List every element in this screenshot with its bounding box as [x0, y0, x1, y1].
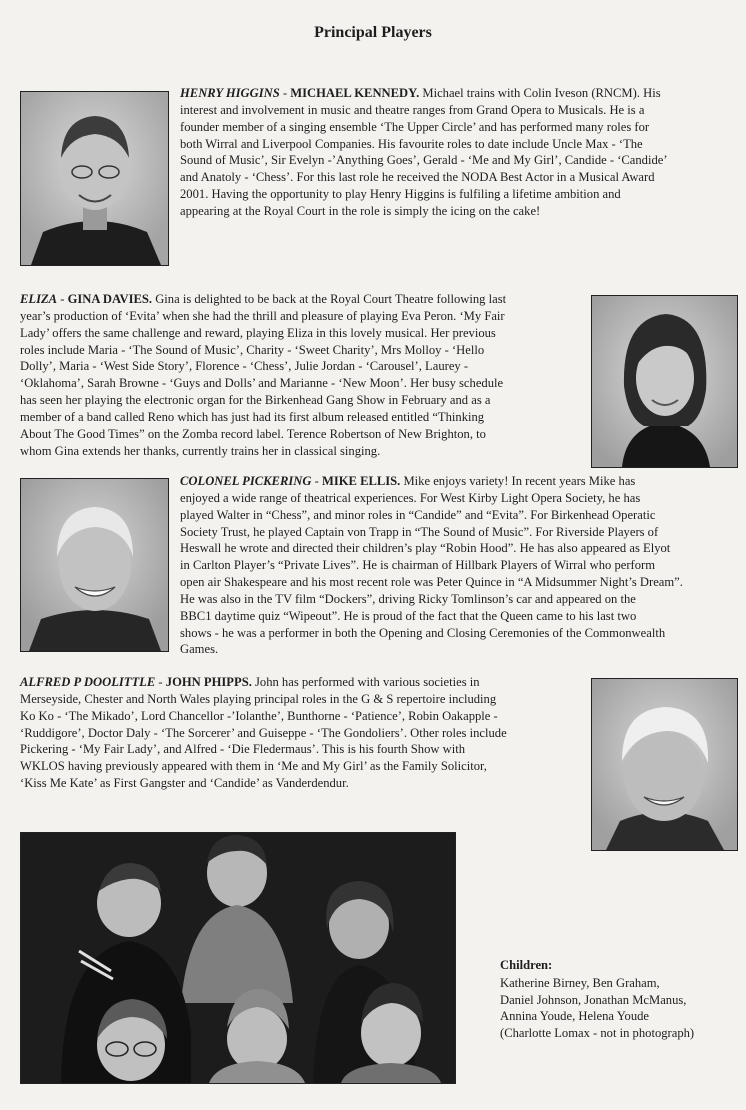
bio-eliza: ELIZA - GINA DAVIES. Gina is delighted to be back at the Royal Court Theatre following last year’s production of ‘Evita’ when she had the thrill and pleasure of playing Eva Peron. ‘My Fair Lady’ offers the same challenge and reward, playing Eliza in this lovely musical. Her previous roles include Maria - ‘The Sound of Music’, Charity - ‘Sweet Charity’, Mrs Molloy - ‘Hello Dolly’, Maria - ‘West Side Story’, Florence - ‘Chess’, Julie Jordan - ‘Carousel’, Laurey - ‘Oklahoma’, Sarah Browne - ‘Guys and Dolls’ and Marianne - ‘New Moon’. Her busy schedule has seen her playing the electronic organ for the Birkenhead Gang Show in February and as a member of a band called Reno which has just had its first album released entitled “Thinking About The Good Times” on the Zomba record label. Terence Robertson of New Brighton, to whom Gina extends her thanks, currently trains her in classical singing. — [20, 292, 507, 458]
children-line: Katherine Birney, Ben Graham, — [500, 976, 660, 990]
mike-ellis-photo — [20, 478, 169, 652]
children-line: Daniel Johnson, Jonathan McManus, — [500, 992, 687, 1007]
bio-colonel-pickering: COLONEL PICKERING - MIKE ELLIS. Mike enjoys variety! In recent years Mike has enjoyed a wide range of theatrical experiences. For West Kirby Light Opera Society, he has played Walter in “Chess”, and minor roles in “Candide” and “Evita”. For Birkenhead Operatic Society Trust, he played Captain von Trapp in “The Sound of Music”. For Riverside Players of Heswall he wrote and directed their children’s play “Robin Hood”. He has also appeared as Elyot in Carlton Player’s “Private Lives”. He is chairman of Hillbark Players of Wirral who perform open air Shakespeare and his most recent role was Peter Quince in “A Midsummer Night’s Dream”. He was also in the TV film “Dockers”, driving Ricky Tomlinson’s car and appeared on the BBC1 daytime quiz “Wipeout”. He is proud of the fact that the Queen came to his last two shows - he was a performer in both the Opening and Closing Ceremonies of the Commonwealth Games. — [180, 474, 683, 657]
children-line: Annina Youde, Helena Youde — [500, 1009, 650, 1023]
children-line: (Charlotte Lomax - not in photograph) — [500, 1025, 695, 1040]
gina-davies-photo — [591, 295, 738, 468]
children-list — [500, 975, 735, 1041]
children-group-photo — [20, 832, 456, 1084]
children-heading: Children: — [500, 958, 553, 972]
bio-henry-higgins: HENRY HIGGINS - MICHAEL KENNEDY. Michael trains with Colin Iveson (RNCM). His interest and involvement in music and theatre ranges from Grand Opera to Musicals. He is a founder member of a singing ensemble ‘The Upper Circle’ and has performed many roles for both Wirral and Liverpool Companies. His favourite roles to date include Uncle Max - ‘The Sound of Music’, Sir Evelyn -’Anything Goes’, Gerald - ‘Me and My Girl’, Candide - ‘Candide’ and Anatoly - ‘Chess’. For this last role he received the NODA Best Actor in a Musical Award 2001. Having the opportunity to play Henry Higgins is fulfiling a lifetime ambition and appearing at the Royal Court in the role is simply the icing on the cake! — [180, 86, 668, 218]
john-phipps-photo — [591, 678, 738, 851]
michael-kennedy-photo — [20, 91, 169, 266]
bio-alfred-doolittle: ALFRED P DOOLITTLE - JOHN PHIPPS. John has performed with various societies in Merseyside, Chester and North Wales playing principal roles in the G & S repertoire including Ko Ko - ‘The Mikado’, Lord Chancellor -’Iolanthe’, Bunthorne - ‘Patience’, Robin Oakapple - ‘Ruddigore’, Doctor Daly - ‘The Sorcerer’ and Guiseppe - ‘The Gondoliers’. Other roles include Pickering - ‘My Fair Lady’, and Alfred - ‘Die Fledermaus’. This is his fourth Show with WKLOS having previously appeared with them in ‘Me and My Girl’ as the Family Solicitor, ‘Kiss Me Kate’ as First Gangster and ‘Candide’ as Vanderdendur. — [20, 675, 507, 791]
page-title: Principal Players — [314, 24, 432, 41]
